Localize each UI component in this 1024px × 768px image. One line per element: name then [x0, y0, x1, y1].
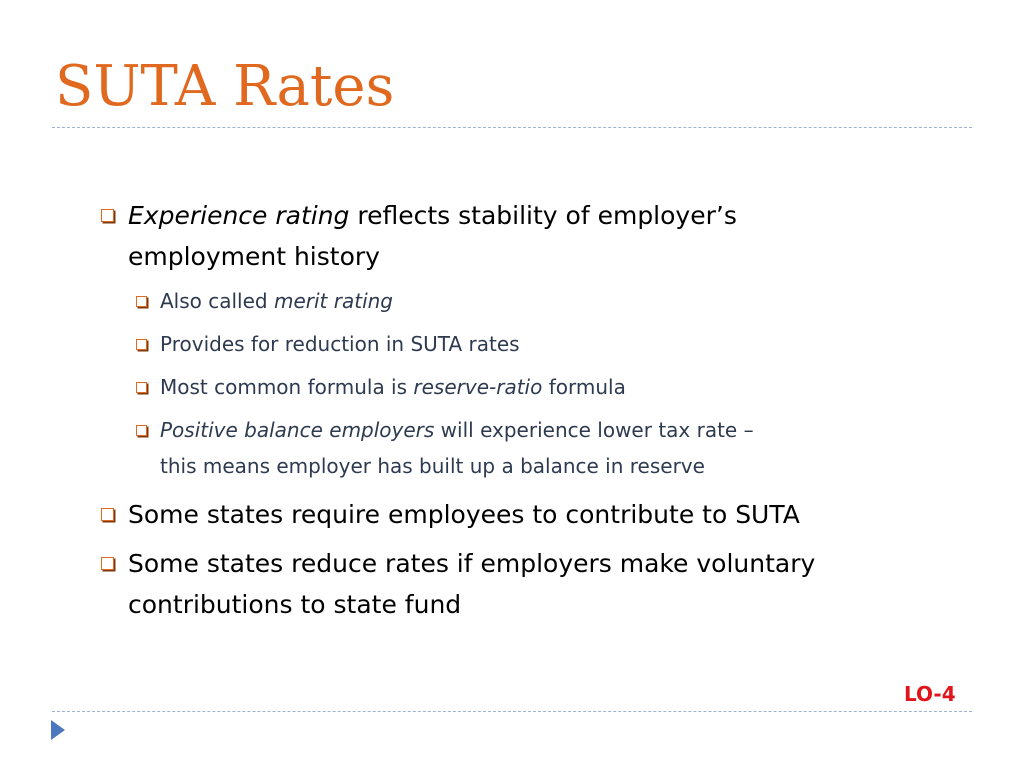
footer-divider: [52, 711, 972, 712]
bullet-text-line2: employment history: [128, 242, 380, 271]
checkbox-bullet-icon: [136, 425, 147, 436]
sub-bullet-text: [160, 283, 393, 319]
play-triangle-icon[interactable]: [51, 720, 65, 740]
checkbox-bullet-icon: [101, 508, 114, 521]
sub-bullet-emphasis: merit rating: [273, 289, 393, 313]
checkbox-bullet-icon: [136, 296, 147, 307]
learning-objective-label: LO-4: [904, 682, 956, 706]
checkbox-bullet-icon: [136, 382, 147, 393]
sub-bullet-text-lead: Most common formula is: [160, 375, 414, 399]
sub-bullet-emphasis: reserve-ratio: [413, 375, 543, 399]
sub-bullet-emphasis: Positive balance employers: [160, 418, 435, 442]
sub-bullet-text-rest: will experience lower tax rate –: [434, 418, 754, 442]
checkbox-bullet-icon: [101, 557, 114, 570]
sub-bullet-text: [160, 412, 754, 448]
sub-bullet-text: Provides for reduction in SUTA rates: [160, 332, 520, 356]
checkbox-bullet-icon: [101, 209, 114, 222]
bullet-text-line2: contributions to state fund: [128, 590, 462, 619]
bullet-emphasis: Experience rating: [128, 201, 350, 230]
sub-bullet-text-line2: this means employer has built up a balance in reserve: [160, 454, 705, 478]
checkbox-bullet-icon: [136, 339, 147, 350]
bullet-text: [128, 195, 737, 236]
slide-title: SUTA Rates: [55, 54, 395, 119]
bullet-text: Some states reduce rates if employers make voluntary: [128, 549, 816, 578]
bullet-text: Some states require employees to contribute to SUTA: [128, 500, 800, 529]
sub-bullet-text-rest: formula: [542, 375, 626, 399]
sub-bullet-text-lead: Also called: [160, 289, 274, 313]
bullet-text-rest: reflects stability of employer’s: [349, 201, 737, 230]
sub-bullet-text: [160, 369, 626, 405]
